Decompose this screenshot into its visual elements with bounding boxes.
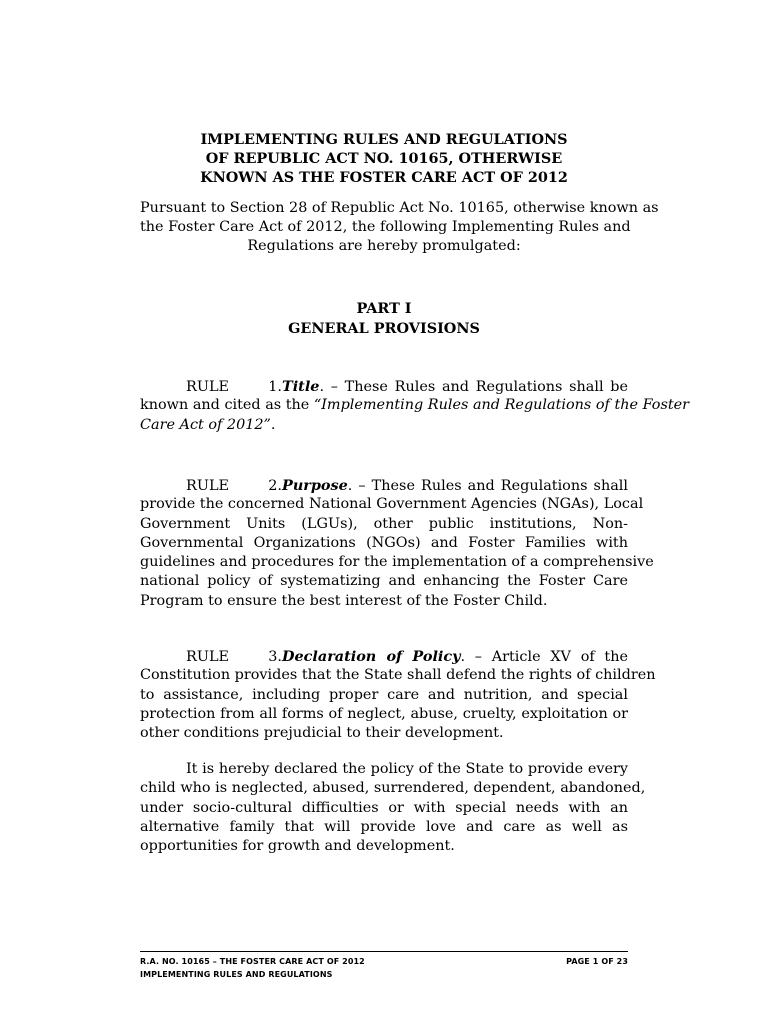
- rule-3-text: . – Article XV of the: [460, 649, 628, 665]
- rule-3-p2-line-2: child who is neglected, abused, surrendered, dependent, abandoned,: [140, 780, 646, 797]
- rule-2-line-3: Government Units (LGUs), other public institutions, Non-: [140, 515, 628, 532]
- preamble: [140, 199, 659, 256]
- footer-page-number: PAGE 1 OF 23: [566, 957, 628, 966]
- rule-3-paragraph: [140, 647, 656, 743]
- rule-2-title: Purpose: [282, 477, 348, 494]
- rule-1-paragraph: [140, 377, 690, 435]
- rule-2-line-2: provide the concerned National Government Agencies (NGAs), Local: [140, 496, 644, 513]
- rule-3-line-4: protection from all forms of neglect, abuse, cruelty, exploitation or: [140, 705, 628, 722]
- rule-1-title: Title: [282, 378, 320, 395]
- rule-3-p2-line-4: alternative family that will provide love and care as well as: [140, 818, 628, 835]
- rule-3-p2-line-3: under socio-cultural difficulties or with special needs with an: [140, 799, 628, 816]
- rule-3-p2-line-5: opportunities for growth and development.: [140, 838, 455, 855]
- rule-3-p2-line-1: It is hereby declared the policy of the State to provide every: [186, 761, 628, 777]
- rule-3-line-2: Constitution provides that the State shall defend the rights of children: [140, 667, 656, 684]
- rule-1-line-3: [140, 416, 628, 435]
- footer-doc-name: IMPLEMENTING RULES AND REGULATIONS: [140, 970, 333, 979]
- rule-2-line-6: national policy of systematizing and enhancing the Foster Care: [140, 573, 628, 590]
- rule-3-line-5: other conditions prejudicial to their development.: [140, 725, 504, 742]
- rule-1-label: RULE 1.: [186, 379, 282, 395]
- rule-3-line-1: [140, 647, 628, 666]
- rule-3-label: RULE 3.: [186, 649, 282, 665]
- rule-2-line-1: [140, 476, 628, 495]
- rule-3-paragraph-2: [140, 760, 646, 856]
- preamble-line-2: the Foster Care Act of 2012, the following Implementing Rules and: [140, 219, 631, 235]
- rule-2-line-7: Program to ensure the best interest of the Foster Child.: [140, 592, 548, 609]
- footer-act-name: R.A. NO. 10165 – THE FOSTER CARE ACT OF 2012: [140, 957, 365, 966]
- preamble-line-1: Pursuant to Section 28 of Republic Act No. 10165, otherwise known as: [140, 200, 659, 216]
- footer-divider: [140, 951, 628, 952]
- part-heading: [140, 299, 628, 339]
- rule-1-citation: Care Act of 2012”: [140, 416, 271, 433]
- rule-2-line-4: Governmental Organizations (NGOs) and Foster Families with: [140, 534, 628, 551]
- rule-1-line-2: [140, 396, 690, 415]
- title-line-1: IMPLEMENTING RULES AND REGULATIONS: [200, 131, 568, 148]
- document-title: [140, 130, 628, 187]
- rule-3-title: Declaration of Policy: [282, 648, 461, 665]
- rule-1-text: known and cited as the: [140, 397, 314, 414]
- title-line-3: KNOWN AS THE FOSTER CARE ACT OF 2012: [200, 169, 568, 186]
- rule-1-text: .: [270, 416, 276, 433]
- rule-2-line-5: guidelines and procedures for the implementation of a comprehensive: [140, 554, 654, 571]
- rule-2-label: RULE 2.: [186, 478, 282, 494]
- rule-3-line-3: to assistance, including proper care and nutrition, and special: [140, 686, 628, 703]
- title-line-2: OF REPUBLIC ACT NO. 10165, OTHERWISE: [205, 150, 563, 167]
- part-name: GENERAL PROVISIONS: [288, 320, 480, 337]
- rule-2-paragraph: [140, 476, 654, 611]
- page-footer: [140, 955, 628, 981]
- part-number: PART I: [356, 300, 412, 317]
- rule-1-line-1: [140, 377, 628, 396]
- rule-1-citation: “Implementing Rules and Regulations of the Foster: [313, 397, 690, 414]
- preamble-line-3: Regulations are hereby promulgated:: [247, 238, 521, 254]
- rule-1-text: . – These Rules and Regulations shall be: [319, 379, 628, 395]
- rule-2-text: . – These Rules and Regulations shall: [347, 478, 628, 494]
